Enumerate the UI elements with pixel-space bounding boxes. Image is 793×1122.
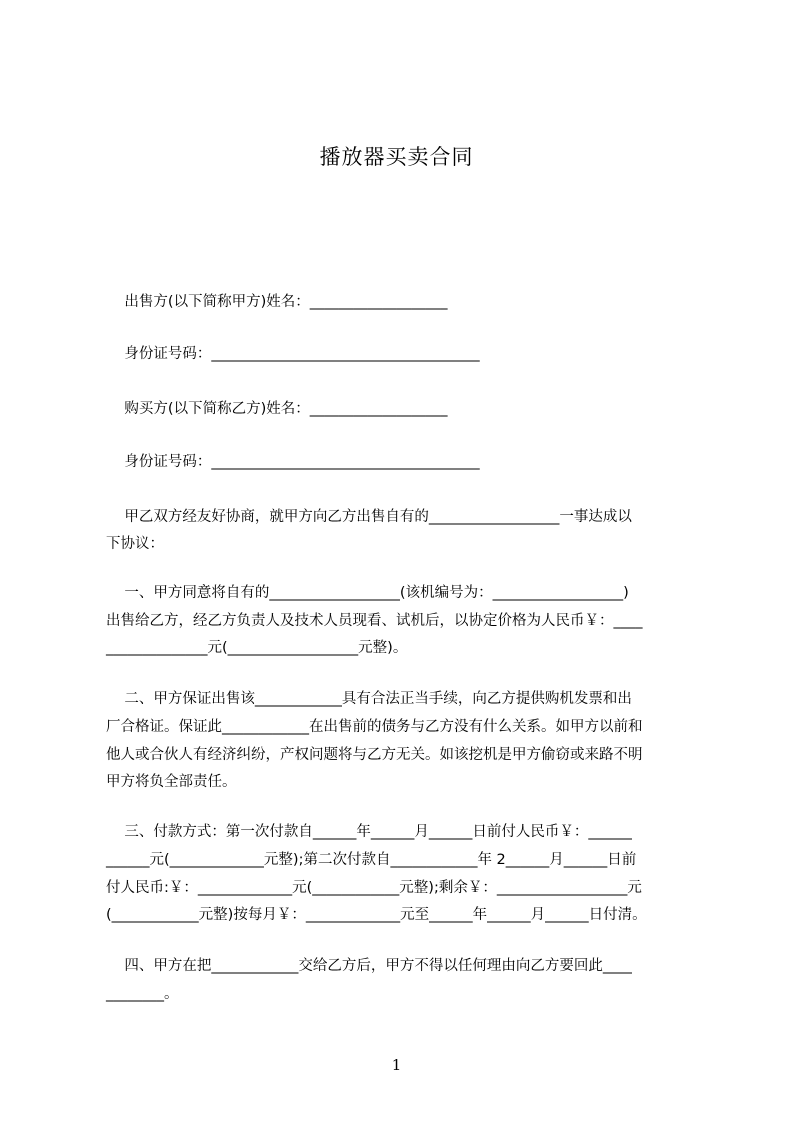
buyer-id-line: 身份证号码：_____________________________________ xyxy=(106,454,480,470)
intro-line-2: 下协议： xyxy=(106,536,164,552)
buyer-name-line: 购买方(以下简称乙方)姓名：___________________ xyxy=(106,401,448,417)
clause-3-line-4: (____________元整)按每月￥：_____________元至______年______月______日付清。 xyxy=(106,907,647,923)
seller-id-line: 身份证号码：_____________________________________ xyxy=(106,346,480,362)
clause-4-line-2: ________。 xyxy=(106,986,179,1002)
clause-4-line-1: 四、甲方在把____________交给乙方后，甲方不得以任何理由向乙方要回此____ xyxy=(106,958,632,974)
clause-2-line-1: 二、甲方保证出售该____________具有合法正当手续，向乙方提供购机发票和出 xyxy=(106,691,632,707)
document-title: 播放器买卖合同 xyxy=(319,145,474,169)
clause-1-line-3: ______________元(__________________元整)。 xyxy=(106,640,408,656)
clause-3-line-1: 三、付款方式：第一次付款自______年______月______日前付人民币￥：______ xyxy=(106,824,632,840)
clause-3-line-2: ______元(_____________元整);第二次付款自____________年 2______月______日前 xyxy=(106,852,637,868)
clause-2-line-2: 厂合格证。保证此____________在出售前的债务与乙方没有什么关系。如甲方以前和 xyxy=(106,719,643,735)
page-number: 1 xyxy=(391,1056,402,1074)
clause-2-line-3: 他人或合伙人有经济纠纷，产权问题将与乙方无关。如该挖机是甲方偷窃或来路不明 xyxy=(106,747,643,763)
clause-3-line-3: 付人民币:￥：_____________元(____________元整);剩余￥：__________________元 xyxy=(106,880,642,896)
clause-1-line-1: 一、甲方同意将自有的__________________(该机编号为：__________________) xyxy=(106,585,629,601)
seller-name-line: 出售方(以下简称甲方)姓名：___________________ xyxy=(106,294,448,310)
clause-2-line-4: 甲方将负全部责任。 xyxy=(106,774,237,790)
clause-1-line-2: 出售给乙方，经乙方负责人及技术人员现看、试机后，以协定价格为人民币￥：____ xyxy=(106,613,643,629)
intro-line-1: 甲乙双方经友好协商，就甲方向乙方出售自有的__________________一事达成以 xyxy=(106,509,632,525)
